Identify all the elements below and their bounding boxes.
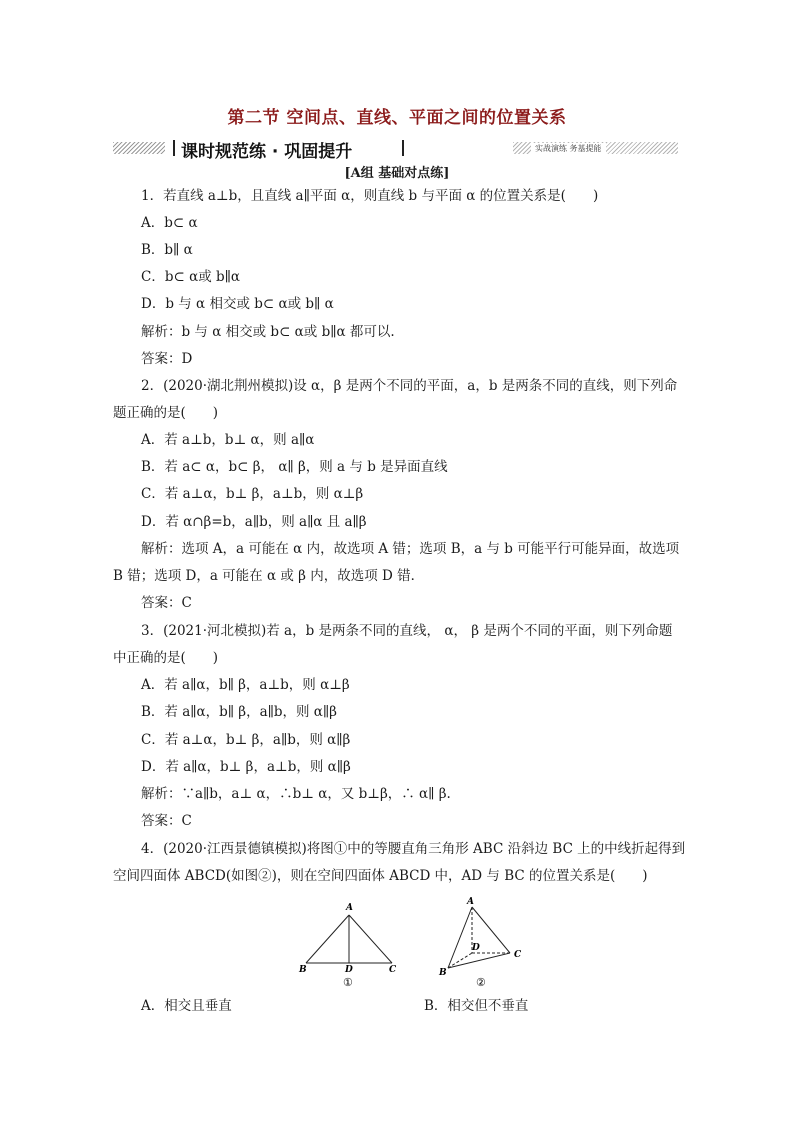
question-3-stem-cont: 中正确的是( ) <box>113 650 219 666</box>
figure-isosceles-triangle <box>294 898 404 990</box>
question-1-stem: 1．若直线 a⊥b，且直线 a∥平面 α，则直线 b 与平面 α 的位置关系是( ) <box>141 188 599 204</box>
question-1-option-d: D．b 与 α 相交或 b⊂ α或 b∥ α <box>141 296 334 312</box>
question-2-option-b: B．若 a⊂ α，b⊂ β， α∥ β，则 a 与 b 是异面直线 <box>141 459 448 475</box>
question-2-stem-cont: 题正确的是( ) <box>113 405 219 421</box>
banner-divider-right <box>402 140 404 156</box>
question-2-stem: 2．(2020·湖北荆州模拟)设 α，β 是两个不同的平面，a，b 是两条不同的直线，则下列命 <box>141 378 678 394</box>
fig1-label-c: C <box>389 965 397 975</box>
question-3-option-b: B．若 a∥α，b∥ β，a∥b，则 α∥β <box>141 704 337 720</box>
question-2-analysis-cont: B 错；选项 D，a 可能在 α 或 β 内，故选项 D 错． <box>113 568 425 584</box>
fig1-label-b: B <box>299 965 307 975</box>
fig2-label-b: B <box>439 968 447 978</box>
question-3-stem: 3．(2021·河北模拟)若 a，b 是两条不同的直线， α， β 是两个不同的平面，则下列命题 <box>141 623 673 639</box>
fig2-label-c: C <box>514 950 522 960</box>
fig1-label-d: D <box>345 965 353 975</box>
question-1-option-a: A．b⊂ α <box>141 215 198 231</box>
question-4-stem-cont: 空间四面体 ABCD(如图②)，则在空间四面体 ABCD 中，AD 与 BC 的位置关系是( ) <box>113 868 648 884</box>
question-1-analysis: 解析：b 与 α 相交或 b⊂ α或 b∥α 都可以. <box>141 324 395 340</box>
question-1-option-c: C．b⊂ α或 b∥α <box>141 269 240 285</box>
figure-tetrahedron <box>432 893 532 990</box>
fig2-caption: ② <box>476 976 486 989</box>
banner-divider-left <box>173 140 175 156</box>
fig2-label-d: D <box>472 943 480 953</box>
question-3-option-c: C．若 a⊥α，b⊥ β，a∥b，则 α∥β <box>141 732 351 748</box>
question-4-option-b: B．相交但不垂直 <box>424 998 529 1014</box>
banner-heading: 课时规范练 · 巩固提升 <box>181 142 353 162</box>
banner-hatch-left <box>113 142 165 154</box>
fig2-label-a: A <box>467 897 474 907</box>
section-title: 第二节 空间点、直线、平面之间的位置关系 <box>227 108 567 128</box>
question-4-option-a: A．相交且垂直 <box>141 998 232 1014</box>
question-1-answer: 答案：D <box>141 351 193 367</box>
question-3-answer: 答案：C <box>141 813 192 829</box>
question-4-stem: 4．(2020·江西景德镇模拟)将图①中的等腰直角三角形 ABC 沿斜边 BC 上的中线折起得到 <box>141 841 686 857</box>
question-2-answer: 答案：C <box>141 595 192 611</box>
fig1-caption: ① <box>343 976 353 989</box>
question-2-option-a: A．若 a⊥b，b⊥ α，则 a∥α <box>141 432 315 448</box>
banner-slogan: 实战演练 务基提能 <box>531 143 606 154</box>
question-2-option-d: D．若 α∩β=b，a∥b，则 a∥α 且 a∥β <box>141 514 367 530</box>
question-2-option-c: C．若 a⊥α，b⊥ β，a⊥b，则 α⊥β <box>141 486 364 502</box>
practice-banner <box>113 137 678 162</box>
group-label: [A组 基础对点练] <box>344 166 450 181</box>
fig1-label-a: A <box>346 903 353 913</box>
question-3-option-d: D．若 a∥α，b⊥ β，a⊥b，则 α∥β <box>141 759 351 775</box>
question-3-analysis: 解析：∵a∥b，a⊥ α，∴b⊥ α，又 b⊥β，∴ α∥ β. <box>141 786 451 802</box>
question-1-option-b: B．b∥ α <box>141 242 193 258</box>
question-3-option-a: A．若 a∥α，b∥ β，a⊥b，则 α⊥β <box>141 677 350 693</box>
question-2-analysis: 解析：选项 A，a 可能在 α 内，故选项 A 错；选项 B，a 与 b 可能平行可能异面，故选项 <box>141 541 680 557</box>
